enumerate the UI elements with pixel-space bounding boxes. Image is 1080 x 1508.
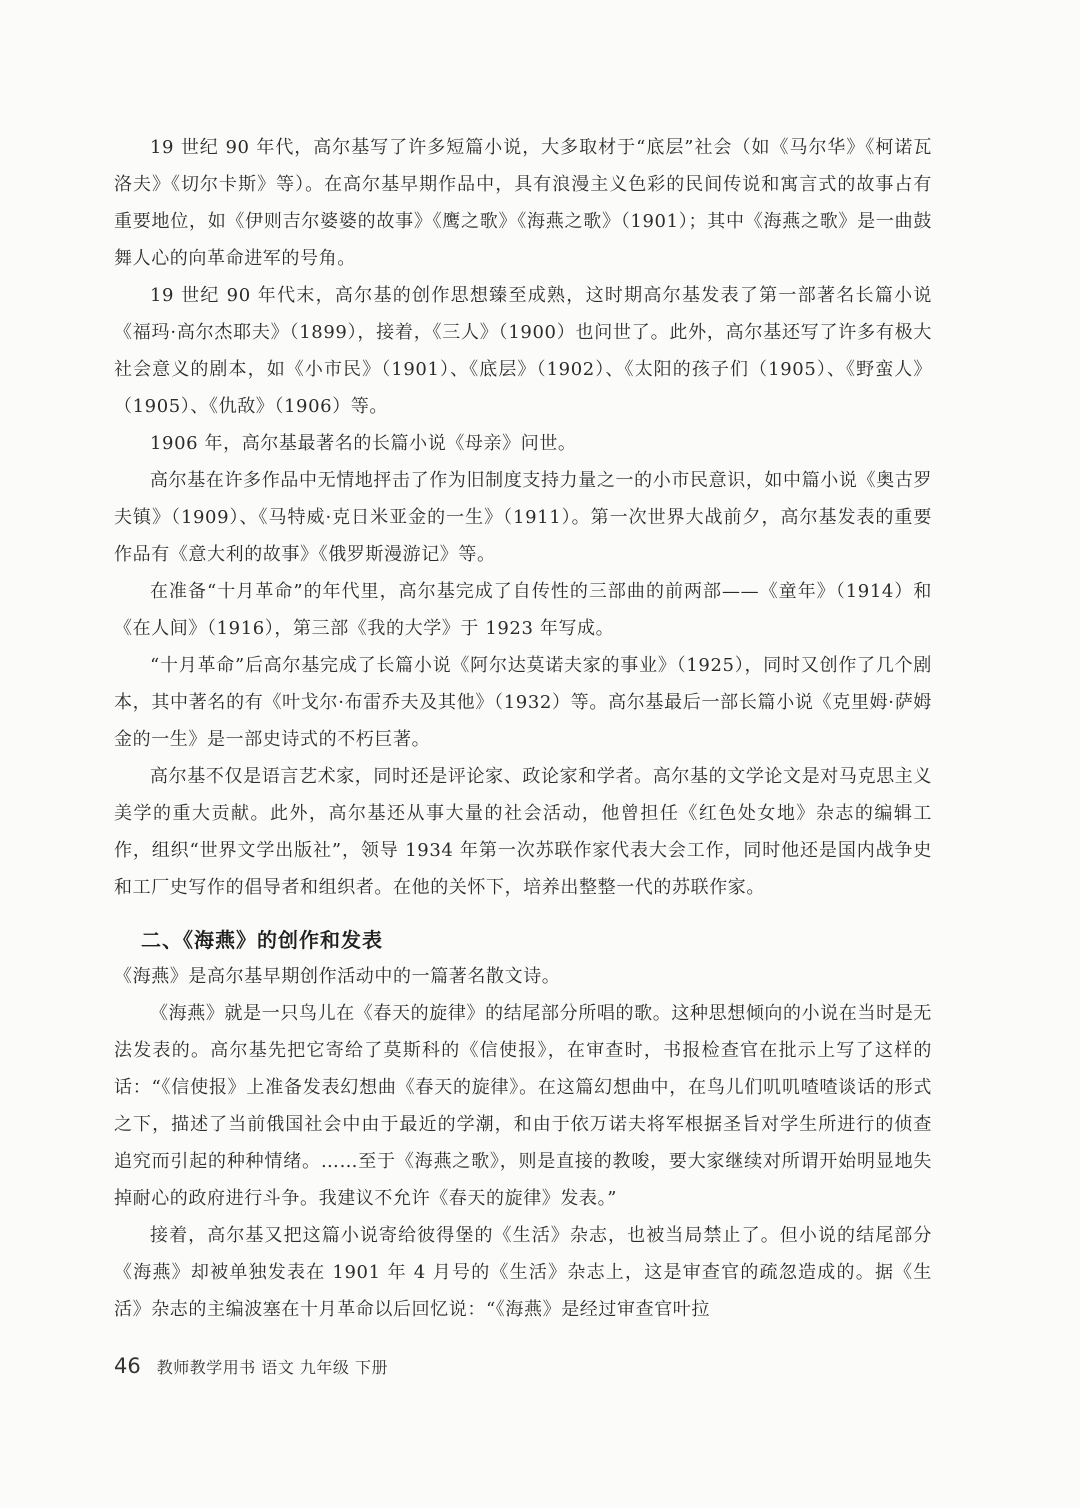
page-footer <box>114 1354 388 1378</box>
paragraph: 《海燕》就是一只鸟儿在《春天的旋律》的结尾部分所唱的歌。这种思想倾向的小说在当时是无法发表的。高尔基先把它寄给了莫斯科的《信使报》，在审查时，书报检查官在批示上写了这样的话：“《信使报》上准备发表幻想曲《春天的旋律》。在这篇幻想曲中，在鸟儿们叽叽喳喳谈话的形式之下，描述了当前俄国社会中由于最近的学潮，和由于依万诺夫将军根据圣旨对学生所进行的侦查追究而引起的种种情绪。……至于《海燕之歌》，则是直接的教唆，要大家继续对所谓开始明显地失掉耐心的政府进行斗争。我建议不允许《春天的旋律》发表。” <box>114 1003 932 1209</box>
paragraph: 高尔基不仅是语言艺术家，同时还是评论家、政论家和学者。高尔基的文学论文是对马克思主义美学的重大贡献。此外，高尔基还从事大量的社会活动，他曾担任《红色处女地》杂志的编辑工作，组织“世界文学出版社”，领导 1934 年第一次苏联作家代表大会工作，同时他还是国内战争史和工厂史写作的倡导者和组织者。在他的关怀下，培养出整整一代的苏联作家。 <box>114 766 932 898</box>
page-number: 46 <box>114 1354 141 1378</box>
paragraph: 接着，高尔基又把这篇小说寄给彼得堡的《生活》杂志，也被当局禁止了。但小说的结尾部分《海燕》却被单独发表在 1901 年 4 月号的《生活》杂志上，这是审查官的疏忽造成的。据《生活》杂志的主编波塞在十月革命以后回忆说：“《海燕》是经过审查官叶拉 <box>114 1225 932 1320</box>
section-2-body <box>114 958 932 1328</box>
section-heading: 二、《海燕》的创作和发表 <box>141 928 383 952</box>
paragraph: “十月革命”后高尔基完成了长篇小说《阿尔达莫诺夫家的事业》（1925），同时又创作了几个剧本，其中著名的有《叶戈尔·布雷乔夫及其他》（1932）等。高尔基最后一部长篇小说《克里姆·萨姆金的一生》是一部史诗式的不朽巨著。 <box>114 655 932 750</box>
paragraph: 在准备“十月革命”的年代里，高尔基完成了自传性的三部曲的前两部——《童年》（1914）和《在人间》（1916），第三部《我的大学》于 1923 年写成。 <box>114 581 932 639</box>
paragraph: 19 世纪 90 年代，高尔基写了许多短篇小说，大多取材于“底层”社会（如《马尔华》《柯诺瓦洛夫》《切尔卡斯》等）。在高尔基早期作品中，具有浪漫主义色彩的民间传说和寓言式的故事占有重要地位，如《伊则吉尔婆婆的故事》《鹰之歌》《海燕之歌》（1901）；其中《海燕之歌》是一曲鼓舞人心的向革命进军的号角。 <box>114 137 932 269</box>
section-1-body <box>114 129 932 906</box>
book-title: 教师教学用书 语文 九年级 下册 <box>156 1358 388 1377</box>
paragraph: 1906 年，高尔基最著名的长篇小说《母亲》问世。 <box>150 433 577 454</box>
paragraph: 高尔基在许多作品中无情地抨击了作为旧制度支持力量之一的小市民意识，如中篇小说《奥古罗夫镇》（1909）、《马特威·克日米亚金的一生》（1911）。第一次世界大战前夕，高尔基发表的重要作品有《意大利的故事》《俄罗斯漫游记》等。 <box>114 470 932 565</box>
paragraph: 《海燕》是高尔基早期创作活动中的一篇著名散文诗。 <box>114 966 561 987</box>
paragraph: 19 世纪 90 年代末，高尔基的创作思想臻至成熟，这时期高尔基发表了第一部著名长篇小说《福玛·高尔杰耶夫》（1899），接着，《三人》（1900）也问世了。此外，高尔基还写了许多有极大社会意义的剧本，如《小市民》（1901）、《底层》（1902）、《太阳的孩子们（1905）、《野蛮人》（1905）、《仇敌》（1906）等。 <box>114 285 932 417</box>
